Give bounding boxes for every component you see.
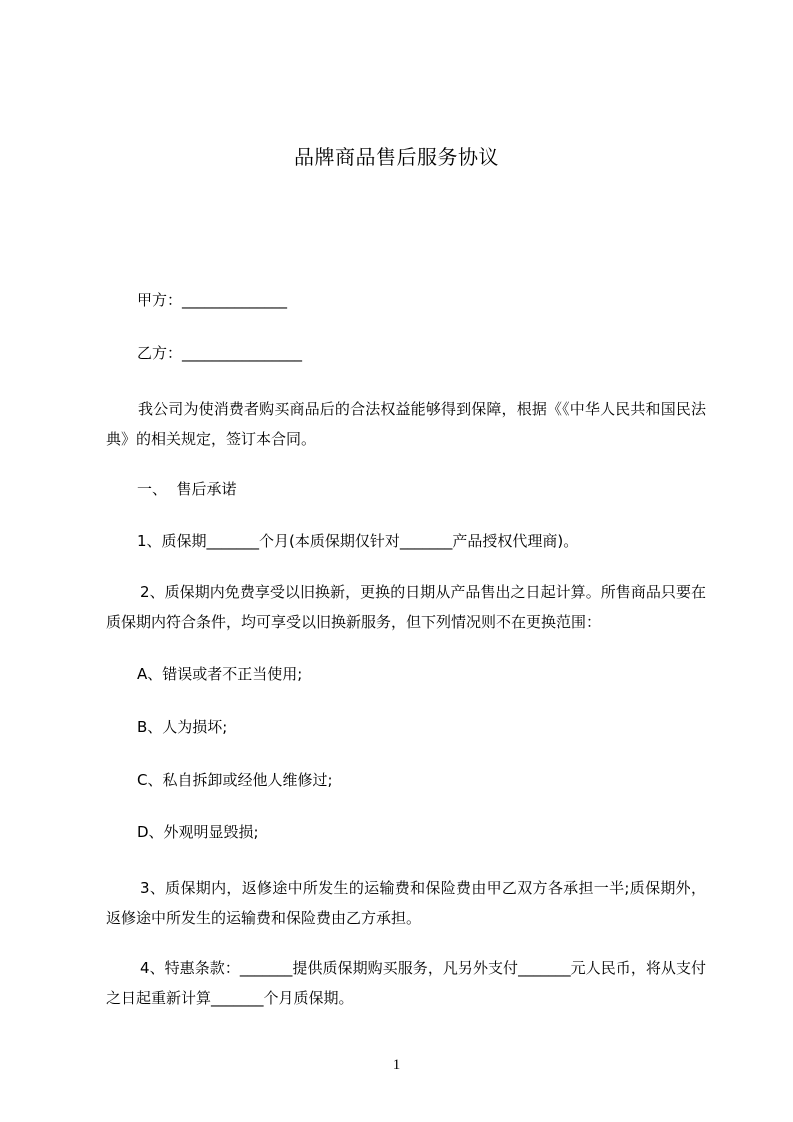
clause-2: 2、质保期内免费享受以旧换新，更换的日期从产品售出之日起计算。所售商品只要在质保期内符合条件，均可享受以旧换新服务，但下列情况则不在更换范围： bbox=[106, 583, 706, 631]
exclusion-item-a: A、错误或者不正当使用; bbox=[137, 665, 303, 683]
clause-4: 4、特惠条款：_______提供质保期购买服务，凡另外支付_______元人民币，将从支付之日起重新计算_______个月质保期。 bbox=[106, 959, 706, 1007]
party-a-line: 甲方：______________ bbox=[137, 291, 288, 309]
party-b-line: 乙方：________________ bbox=[137, 344, 303, 362]
exclusion-item-c: C、私自拆卸或经他人维修过; bbox=[137, 771, 333, 789]
document-title: 品牌商品售后服务协议 bbox=[294, 145, 499, 169]
exclusion-item-d: D、外观明显毁损; bbox=[137, 823, 259, 841]
intro-paragraph: 我公司为使消费者购买商品后的合法权益能够得到保障，根据《《中华人民共和国民法典》的相关规定，签订本合同。 bbox=[106, 400, 706, 448]
exclusion-item-b: B、人为损坏; bbox=[137, 718, 228, 736]
clause-1: 1、质保期_______个月(本质保期仅针对_______产品授权代理商)。 bbox=[137, 532, 579, 550]
page-number: 1 bbox=[392, 1057, 401, 1073]
clause-3: 3、质保期内，返修途中所发生的运输费和保险费由甲乙双方各承担一半;质保期外，返修途中所发生的运输费和保险费由乙方承担。 bbox=[106, 879, 706, 927]
section-heading-after-sales: 一、 售后承诺 bbox=[137, 480, 237, 498]
